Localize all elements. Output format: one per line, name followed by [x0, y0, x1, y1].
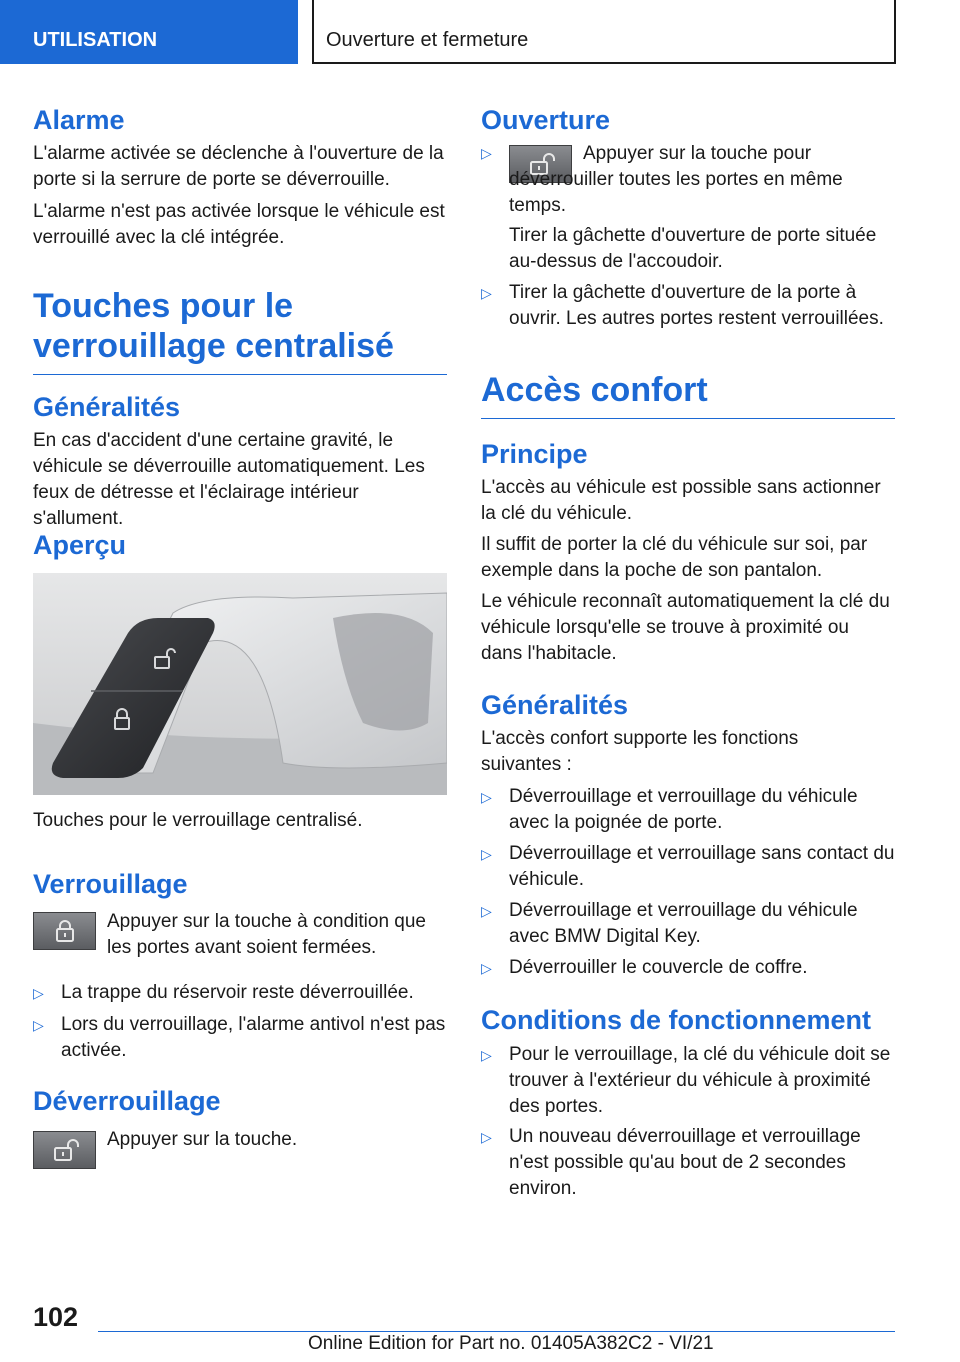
principe-paragraph-1: L'accès au véhicule est possible sans actionner la clé du véhicule.: [481, 477, 881, 524]
triangle-right-icon: ▷: [481, 1047, 492, 1063]
topic-title: Ouverture et fermeture: [312, 0, 896, 64]
deverrouillage-paragraph: Appuyer sur la touche.: [107, 1129, 298, 1150]
triangle-right-icon: ▷: [481, 846, 492, 862]
list-item: ▷ La trappe du réservoir reste déverrouillée.: [33, 980, 447, 1006]
footer-divider: [98, 1331, 895, 1332]
heading-ouverture: Ouverture: [481, 105, 611, 135]
triangle-right-icon: ▷: [481, 789, 492, 805]
triangle-right-icon: ▷: [33, 985, 44, 1001]
list-item: ▷ Pour le verrouillage, la clé du véhicule doit se trouver à l'extérieur du véhicule à proximité des portes.: [481, 1044, 891, 1117]
door-panel-illustration: [33, 573, 447, 795]
list-item: ▷ Déverrouiller le couvercle de coffre.: [481, 955, 895, 981]
lock-button-image: [33, 912, 96, 950]
list-item: ▷ Lors du verrouillage, l'alarme antivol n'est pas activée.: [33, 1014, 446, 1061]
list-item: ▷ Déverrouillage et verrouillage du véhicule avec la poignée de porte.: [481, 786, 858, 833]
list-item: ▷ Déverrouillage et verrouillage du véhicule avec BMW Digital Key.: [481, 900, 858, 947]
triangle-right-icon: ▷: [481, 903, 492, 919]
principe-paragraph-2: Il suffit de porter la clé du véhicule sur soi, par exemple dans la poche de son pantalon.: [481, 534, 868, 581]
heading-principe: Principe: [481, 439, 588, 469]
heading-generalites-left: Généralités: [33, 392, 181, 422]
unlock-icon: [51, 1138, 83, 1164]
triangle-right-icon: ▷: [481, 145, 492, 161]
triangle-right-icon: ▷: [481, 1129, 492, 1145]
list-item: ▷ Tirer la gâchette d'ouverture de la porte à ouvrir. Les autres portes restent verrouillées.: [481, 282, 884, 329]
ouverture-bullet-1: Appuyer sur la touche pour déverrouiller toutes les portes en même temps.: [509, 143, 843, 216]
heading-generalites-right: Généralités: [481, 690, 629, 720]
heading-alarme: Alarme: [33, 105, 125, 135]
triangle-right-icon: ▷: [33, 1017, 44, 1033]
heading-deverrouillage: Déverrouillage: [33, 1086, 221, 1116]
heading-verrouillage: Verrouillage: [33, 869, 188, 899]
heading-conditions: Conditions de fonctionnement: [481, 1005, 871, 1035]
heading-touches-verrouillage: Touches pour le verrouillage centralisé: [33, 286, 447, 375]
alarme-paragraph-2: L'alarme n'est pas activée lorsque le véhicule est verrouillé avec la clé intégrée.: [33, 201, 445, 248]
heading-apercu: Aperçu: [33, 530, 127, 560]
triangle-right-icon: ▷: [481, 285, 492, 301]
section-tab: UTILISATION: [0, 0, 298, 64]
heading-acces-confort: Accès confort: [481, 370, 895, 419]
edition-info: Online Edition for Part no. 01405A382C2 - VI/21: [308, 1333, 714, 1354]
generalites-paragraph-right: L'accès confort supporte les fonctions suivantes :: [481, 728, 799, 775]
list-item: ▷ Déverrouillage et verrouillage sans contact du véhicule.: [481, 843, 895, 890]
photo-caption: Touches pour le verrouillage centralisé.: [33, 810, 363, 831]
generalites-paragraph-left: En cas d'accident d'une certaine gravité, le véhicule se déverrouille automatiquement. Les feux de détresse et l'éclairage intérieur s'allument.: [33, 430, 425, 529]
door-buttons-photo: [33, 573, 447, 795]
unlock-button-image: [33, 1131, 96, 1169]
lock-icon: [51, 919, 79, 945]
ouverture-bullet-1-extra: Tirer la gâchette d'ouverture de porte située au-dessus de l'accoudoir.: [509, 225, 877, 272]
verrouillage-paragraph: Appuyer sur la touche à condition que les portes avant soient fermées.: [107, 911, 426, 958]
alarme-paragraph-1: L'alarme activée se déclenche à l'ouverture de la porte si la serrure de porte se déverrouille.: [33, 143, 444, 190]
page-number: 102: [33, 1302, 79, 1332]
list-item: ▷ Un nouveau déverrouillage et verrouillage n'est possible qu'au bout de 2 secondes environ.: [481, 1126, 861, 1199]
principe-paragraph-3: Le véhicule reconnaît automatiquement la clé du véhicule lorsqu'elle se trouve à proximité ou dans l'habitacle.: [481, 591, 890, 664]
triangle-right-icon: ▷: [481, 960, 492, 976]
